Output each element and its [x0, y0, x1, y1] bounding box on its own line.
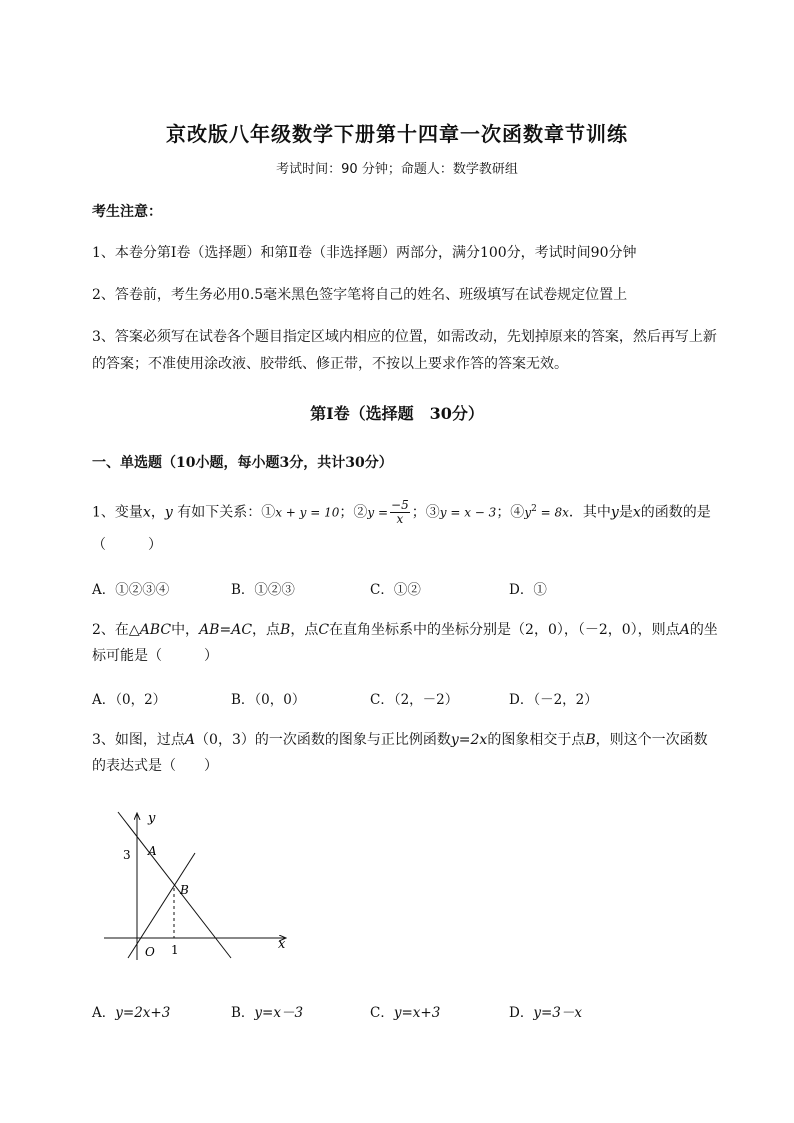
q1-r2-fraction: [390, 499, 410, 526]
q1-tail-x: x: [632, 504, 641, 521]
q3-option-b-expr: y=x－3: [254, 1005, 304, 1021]
q2-option-b[interactable]: B．（0，0）: [231, 692, 306, 708]
q1-mid: 有如下关系：: [172, 504, 262, 521]
q1-r1-mark: ①: [261, 504, 276, 521]
q2-point-b: B: [280, 622, 291, 638]
point-a-label: A: [148, 844, 157, 858]
point-b-label: B: [180, 883, 189, 897]
q1-var-y: y: [164, 504, 173, 521]
q2-part-c: ，点: [252, 622, 281, 638]
exam-title: 京改版八年级数学下册第十四章一次函数章节训练: [166, 122, 628, 146]
notice-item-3-cont: 的答案；不准使用涂改液、胶带纸、修正带，不按以上要求作答的答案无效。: [92, 356, 568, 372]
q1-r2-mark: ；②: [339, 504, 368, 521]
axis-y-label: y: [148, 811, 156, 826]
q3-function: y=2x: [450, 732, 488, 748]
q3-option-a[interactable]: [92, 1001, 170, 1021]
notice-item-1: 1、本卷分第Ⅰ卷（选择题）和第Ⅱ卷（非选择题）两部分，满分100分，考试时间90分钟: [92, 245, 637, 261]
q2-ab: AB: [199, 622, 220, 638]
q1-prefix: 1、变量: [92, 504, 143, 521]
q3-part-d: ，则这个一次函数: [595, 732, 708, 748]
q2-part-d: ，点: [290, 622, 319, 638]
part-heading: 一、单选题（10小题，每小题3分，共计30分）: [92, 455, 393, 471]
q1-var-x: x: [142, 504, 151, 521]
q3-part-a: 3、如图，过点: [92, 732, 185, 748]
q1-tail-y: y: [610, 504, 619, 521]
tick-x-label: 1: [171, 943, 179, 957]
q2-option-d[interactable]: D．（－2，2）: [509, 692, 598, 708]
q3-point-a: A: [184, 732, 196, 748]
q1-r2-lhs: y =: [367, 505, 389, 520]
q1-tail3: 的函数的是: [640, 504, 711, 521]
q1-r2-denominator: x: [396, 512, 404, 527]
q2-part-b: 中，: [171, 622, 200, 638]
q3-option-d-label: D．: [509, 1005, 534, 1021]
q3-option-c[interactable]: [370, 1001, 440, 1021]
q2-part-e: 在直角坐标系中的坐标分别是（2，0），（－2，0），则点: [329, 622, 680, 638]
q1-r4-a: y: [524, 505, 532, 520]
q1-option-d[interactable]: D．①: [509, 582, 547, 598]
q2-option-a[interactable]: A．（0，2）: [92, 692, 167, 708]
question-3-stem: [92, 729, 708, 749]
notice-item-3: 3、答案必须写在试卷各个题目指定区域内相应的位置，如需改动，先划掉原来的答案，然后再写上新: [92, 329, 717, 345]
q1-r4-mark: ；④: [496, 504, 525, 521]
q3-option-a-expr: y=2x+3: [115, 1005, 171, 1021]
q3-part-b: （0，3）的一次函数的图象与正比例函数: [195, 732, 451, 748]
origin-label: O: [145, 945, 155, 959]
question-2-stem: [92, 619, 718, 639]
q2-stem-line-2: 标可能是（ ）: [92, 648, 218, 664]
q2-part-f: 的坐: [689, 622, 718, 638]
q3-option-c-label: C．: [370, 1005, 394, 1021]
axis-x-label: x: [278, 937, 286, 952]
q1-tail2: 是: [618, 504, 633, 521]
notice-item-2: 2、答卷前，考生务必用0.5毫米黑色签字笔将自己的姓名、班级填写在试卷规定位置上: [92, 287, 628, 303]
q2-eq: =: [219, 622, 232, 638]
q1-r4-b: = 8x: [536, 505, 569, 520]
q2-ac: AC: [231, 622, 253, 638]
q2-option-c[interactable]: C．（2，－2）: [370, 692, 459, 708]
notice-heading: 考生注意：: [92, 204, 162, 220]
q3-stem-line-2: 的表达式是（ ）: [92, 758, 218, 774]
q1-r4-sup: 2: [531, 504, 537, 514]
q3-option-c-expr: y=x+3: [393, 1005, 441, 1021]
q2-abc: ABC: [139, 622, 172, 638]
q1-answer-blank: （ ）: [92, 537, 162, 553]
q2-part-a: 2、在△: [92, 622, 140, 638]
q1-r2-numerator: −5: [391, 498, 409, 513]
q1-r3-mark: ；③: [411, 504, 440, 521]
q2-point-c: C: [318, 622, 330, 638]
exam-subtitle: 考试时间：90 分钟；命题人：数学教研组: [276, 162, 518, 177]
q3-option-b[interactable]: [231, 1001, 303, 1021]
q1-option-a[interactable]: A．①②③④: [92, 582, 170, 598]
q1-option-c[interactable]: C．①②: [370, 582, 421, 598]
tick-y-label: 3: [123, 848, 131, 862]
question-1-stem: [92, 494, 711, 528]
q1-relation-1: x + y = 10: [275, 505, 340, 520]
section-title: 第Ⅰ卷（选择题 30分）: [310, 404, 484, 423]
q3-option-d[interactable]: [509, 1001, 582, 1021]
q1-sep: ，: [150, 504, 165, 521]
q3-point-b: B: [585, 732, 596, 748]
q1-option-b[interactable]: B．①②③: [231, 582, 295, 598]
q3-option-d-expr: y=3－x: [533, 1005, 582, 1021]
q1-tail1: ．其中: [568, 504, 611, 521]
q2-point-a: A: [679, 622, 690, 638]
q3-graph: [100, 808, 295, 968]
q1-relation-3: y = x − 3: [439, 505, 497, 520]
q3-part-c: 的图象相交于点: [487, 732, 586, 748]
q3-option-a-label: A．: [92, 1005, 116, 1021]
q3-option-b-label: B．: [231, 1005, 255, 1021]
